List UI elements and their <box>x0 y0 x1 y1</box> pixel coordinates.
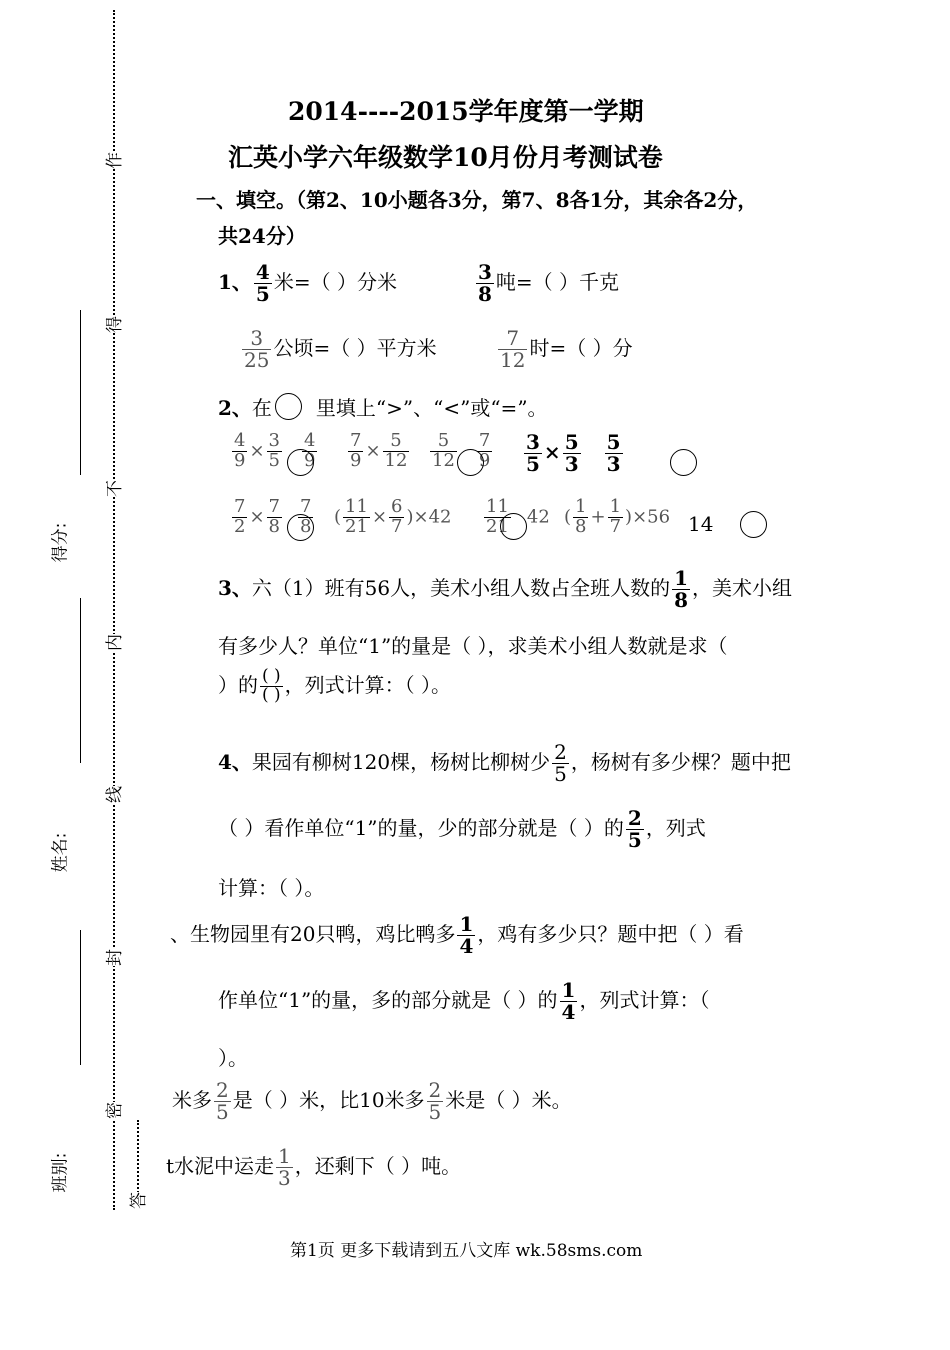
fraction: $\frac{11}{21}$ <box>345 496 368 537</box>
question-4-line2 <box>218 808 706 851</box>
compare-circle-4[interactable] <box>287 514 314 541</box>
fraction-blank: $\frac{( )}{( )}$ <box>262 666 281 705</box>
expr-tail: 42 <box>526 506 550 528</box>
fraction: $\frac{2}{5}$ <box>627 806 642 852</box>
stem-text: 是（ ）米，比10米多 <box>232 1088 425 1112</box>
compare-circle-2[interactable] <box>457 449 484 476</box>
fraction: $\frac{2}{5}$ <box>428 1078 442 1124</box>
class-underline <box>80 930 81 1065</box>
paren: ( <box>564 506 572 528</box>
question-number: 3、 <box>218 576 252 600</box>
stem-text: ，列式 <box>645 816 706 840</box>
name-label: 姓名: <box>50 832 71 873</box>
blank-text: 公顷=（ ）平方米 <box>273 336 437 360</box>
seal-char-de: 得 <box>100 316 125 333</box>
compare-expr-2 <box>346 432 411 471</box>
compare-expr-4 <box>522 432 625 475</box>
seal-char-feng: 封 <box>100 949 125 966</box>
fraction: $\frac{7}{2}$ <box>234 496 246 537</box>
section-heading: 一、填空。（第2、10小题各3分，第7、8各1分，其余各2分， <box>196 188 758 212</box>
fraction: $\frac{7}{9}$ <box>478 430 491 471</box>
stem-text: 、生物园里有20只鸭，鸡比鸭多 <box>170 922 456 946</box>
stem-text: ，鸡有多少只？题中把（ ）看 <box>477 922 744 946</box>
seal-char-nei: 内 <box>100 634 125 651</box>
fraction: $\frac{6}{7}$ <box>391 496 403 537</box>
stem-text: 里填上“>”、“<”或“=”。 <box>315 396 548 420</box>
stem-text: （ ）看作单位“1”的量，少的部分就是（ ）的 <box>218 816 624 840</box>
fraction: $\frac{3}{25}$ <box>244 326 270 372</box>
stem-text: ）的 <box>218 672 258 697</box>
fraction: $\frac{1}{4}$ <box>561 978 576 1024</box>
expr-tail: ×42 <box>413 506 452 528</box>
score-label: 得分: <box>50 522 71 563</box>
question-6 <box>172 1080 572 1123</box>
fraction: $\frac{1}{7}$ <box>609 496 622 537</box>
operator: × <box>371 506 388 528</box>
fraction: $\frac{5}{12}$ <box>432 430 455 471</box>
question-number: 4、 <box>218 750 252 774</box>
seal-dotted-line <box>113 10 115 1210</box>
stem-text: 果园有柳树120棵，杨树比柳树少 <box>251 750 551 774</box>
question-number: 1、 <box>218 270 252 294</box>
operator: × <box>249 506 265 528</box>
stem-text: ，列式计算：（ ）。 <box>284 672 452 697</box>
stem-text: 作单位“1”的量，多的部分就是（ ）的 <box>218 988 558 1012</box>
seal-char-xian: 线 <box>100 786 125 803</box>
question-1-row1 <box>218 262 397 305</box>
question-4-line3: 计算：（ ）。 <box>218 876 325 900</box>
question-2-stem <box>218 392 548 421</box>
compare-circle-example[interactable] <box>275 393 302 420</box>
question-7 <box>166 1146 461 1189</box>
stem-text: 米多 <box>172 1088 212 1112</box>
seal-char-mi: 密 <box>100 1102 125 1119</box>
fraction: $\frac{11}{21}$ <box>486 496 509 537</box>
stem-text: t水泥中运走 <box>166 1154 275 1178</box>
question-5-line2 <box>218 980 709 1023</box>
question-3-line2: 有多少人？单位“1”的量是（ ），求美术小组人数就是求（ <box>218 634 728 658</box>
stem-text: ，杨树有多少棵？题中把 <box>570 750 791 774</box>
compare-expr-6 <box>334 498 452 537</box>
fraction: $\frac{4}{9}$ <box>234 430 246 471</box>
exam-title-line2: 汇英小学六年级数学10月份月考测试卷 <box>228 143 663 172</box>
compare-circle-3[interactable] <box>670 449 697 476</box>
stem-text: 在 <box>251 396 272 420</box>
score-underline <box>80 310 81 475</box>
class-label: 班别: <box>50 1152 71 1193</box>
fraction: $\frac{5}{3}$ <box>564 430 579 476</box>
fraction: $\frac{1}{8}$ <box>674 566 689 612</box>
blank-text: 吨=（ ）千克 <box>495 270 620 294</box>
blank-text: 时=（ ）分 <box>529 336 633 360</box>
fraction: $\frac{1}{8}$ <box>575 496 587 537</box>
paren: ) <box>406 506 414 528</box>
blank-text: 米=（ ）分米 <box>273 270 397 294</box>
fraction: $\frac{7}{9}$ <box>350 430 362 471</box>
expr-tail: ×56 <box>632 506 671 528</box>
question-3-line3 <box>218 668 451 705</box>
stem-text: ，还剩下（ ）吨。 <box>294 1154 462 1178</box>
name-underline <box>80 598 81 763</box>
question-1-row2 <box>240 328 437 371</box>
compare-value-14: 14 <box>688 512 714 536</box>
fraction: $\frac{7}{12}$ <box>500 326 526 372</box>
seal-char-da: 答 <box>124 1192 149 1209</box>
fraction: $\frac{2}{5}$ <box>216 1078 229 1124</box>
page-footer: 第1页 更多下载请到五八文库 wk.58sms.com <box>290 1241 643 1261</box>
fraction: $\frac{7}{8}$ <box>300 496 312 537</box>
question-1-row1b <box>474 262 619 305</box>
question-5-line1 <box>170 914 744 957</box>
question-1-row2b <box>496 328 633 371</box>
operator: + <box>590 506 606 528</box>
question-4-line1 <box>218 742 791 785</box>
fraction: $\frac{5}{12}$ <box>384 430 408 471</box>
seal-char-zuo: 作 <box>100 152 125 169</box>
fraction: $\frac{1}{4}$ <box>459 912 474 958</box>
stem-text: ，列式计算：（ <box>579 988 710 1012</box>
stem-text: 六（1）班有56人，美术小组人数占全班人数的 <box>251 576 671 600</box>
stem-text: ，美术小组 <box>692 576 793 600</box>
fraction: $\frac{4}{9}$ <box>304 430 316 471</box>
section-heading-cont: 共24分） <box>218 224 306 248</box>
operator: × <box>543 440 561 464</box>
paren: ) <box>625 506 633 528</box>
operator: × <box>365 440 381 462</box>
compare-circle-6[interactable] <box>740 511 767 538</box>
question-number: 2、 <box>218 396 252 420</box>
compare-circle-1[interactable] <box>287 449 314 476</box>
fraction: $\frac{5}{3}$ <box>606 430 621 476</box>
seal-char-bu: 不 <box>100 480 125 497</box>
question-5-line3: ）。 <box>218 1046 248 1070</box>
fraction: $\frac{3}{5}$ <box>268 430 280 471</box>
paren: ( <box>334 506 342 528</box>
fraction: $\frac{3}{8}$ <box>478 260 492 306</box>
fraction: $\frac{4}{5}$ <box>255 260 270 306</box>
operator: × <box>249 440 265 462</box>
fraction: $\frac{7}{8}$ <box>268 496 280 537</box>
fraction: $\frac{3}{5}$ <box>526 430 540 476</box>
compare-expr-8 <box>564 498 670 537</box>
stem-text: 米是（ ）米。 <box>445 1088 572 1112</box>
compare-circle-5[interactable] <box>500 513 527 540</box>
exam-title-line1: 2014----2015学年度第一学期 <box>288 97 644 126</box>
fraction: $\frac{2}{5}$ <box>554 740 567 786</box>
question-3-line1 <box>218 568 792 611</box>
fraction: $\frac{1}{3}$ <box>278 1144 291 1190</box>
